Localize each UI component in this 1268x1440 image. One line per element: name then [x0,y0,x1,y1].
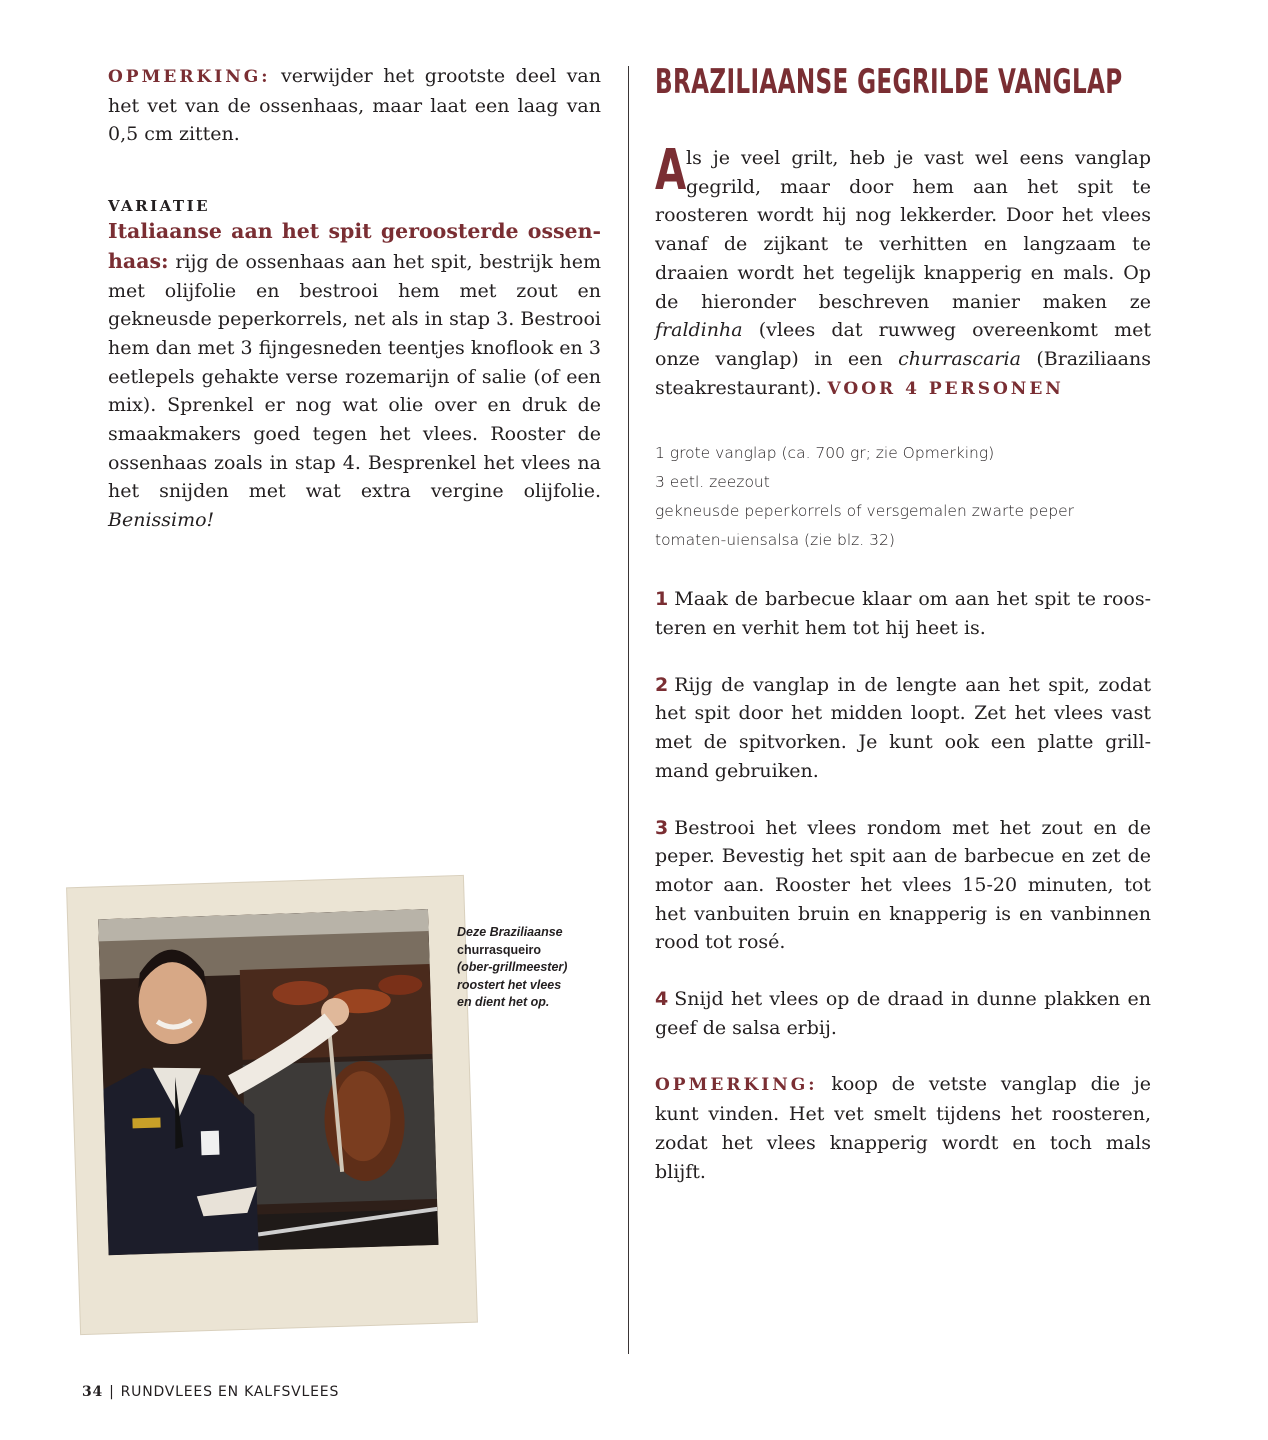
caption-line-2: churrasqueiro [457,942,542,957]
intro-italic-2: churrascaria [898,347,1021,370]
note-text: verwijder het grootste deel van het vet van de ossenhaas, maar laat een laag van 0,5 cm zitten. [108,65,601,146]
photo-caption [457,924,597,1012]
caption-line-1: Deze Braziliaanse [457,925,563,939]
step-text: Snijd het vlees op de draad in dunne plakken en geef de salsa erbij. [655,988,1151,1039]
photo-frame [67,876,477,1334]
recipe-title: BRAZILIAANSE GEGRILDE VANGLAP [655,62,1123,102]
step-text: Rijg de vanglap in de lengte aan het spit, zodat het spit door het midden loopt. Zet het vlees vast met de spitvorken. Je kunt ook een platte grillmand gebruiken. [655,673,1151,782]
step-text: Bestrooi het vlees rondom met het zout en de peper. Bevestig het spit aan de barbecue en zet de motor aan. Rooster het vlees 15-20 minuten, tot het vanbuiten bruin en knapperig is en vanbinnen rood tot rosé. [655,816,1151,954]
variation-title: Italiaanse aan het spit geroosterde ossenhaas: [108,219,601,273]
recipe-intro [655,138,1151,403]
chef-photo [98,909,438,1255]
caption-line-3: (ober-grillmeester) [457,960,568,974]
note-text: koop de vetste vanglap die je kunt vinden. Het vet smelt tijdens het roosteren, zodat het vlees knapperig wordt en toch mals blijft. [655,1073,1151,1183]
intro-text-2: (vlees dat ruwweg overeenkomt met onze vanglap) in een [655,319,1151,370]
serves-label: VOOR 4 PERSONEN [827,378,1064,399]
step-number: 1 [655,588,669,611]
ingredient-list [655,439,1151,555]
ingredient-item: 3 eetl. zeezout [655,473,770,492]
dropcap: A [655,138,687,203]
chef-photo-illustration [98,909,438,1255]
right-column [655,62,1151,1186]
vanglap-note [655,1070,1151,1186]
variation-text: rijg de ossenhaas aan het spit, bestrijk hem met olijfolie en bestrooi hem met zout en gekneusde peperkorrels, net als in stap 3. Bestrooi hem dan met 3 fijngesneden teentjes knoflook en 3 eetlepels gehakte verse rozemarijn of salie (of een mix). Sprenkel er nog wat olie over en druk de smaakmakers goed tegen het vlees. Rooster de ossenhaas zoals in stap 4. Besprenkel het vlees na het snijden met wat extra vergine olijfolie. [108,250,601,503]
step-4 [655,985,1151,1042]
ingredient-item: 1 grote vanglap (ca. 700 gr; zie Opmerking) [655,444,995,463]
step-number: 4 [655,988,669,1011]
column-divider [628,66,629,1354]
step-text: Maak de barbecue klaar om aan het spit te roosteren en verhit hem tot hij heet is. [655,588,1151,640]
step-number: 3 [655,816,669,839]
step-3 [655,814,1151,958]
step-2 [655,671,1151,786]
step-1 [655,585,1151,642]
caption-line-5: en dient het op. [457,995,550,1009]
left-column [108,62,601,535]
intro-italic-1: fraldinha [655,319,743,342]
ingredient-item: gekneusde peperkorrels of versgemalen zwarte peper [655,502,1075,521]
variatie-label: VARIATIE [108,197,211,216]
ossenhaas-note [108,62,601,149]
ingredient-item: tomaten-uiensalsa (zie blz. 32) [655,531,895,550]
note-label: OPMERKING: [108,67,271,87]
caption-line-4: roostert het vlees [457,977,562,992]
variation-end: Benissimo! [108,509,215,532]
note-label: OPMERKING: [655,1075,818,1096]
footer-separator: | [109,1384,115,1400]
step-number: 2 [655,673,669,696]
section-name: RUNDVLEES EN KALFSVLEES [120,1384,340,1400]
variation-paragraph [108,217,601,535]
intro-text-1: ls je veel grilt, heb je vast wel eens vanglap gegrild, maar door hem aan het spit te roosteren wordt hij nog lekkerder. Door het vlees vanaf de zijkant te verhitten en langzaam te draaien wordt het tegelijk knapperig en mals. Op de hieronder beschreven manier maken ze [655,147,1151,313]
intro-text-3: (Braziliaans steakrestaurant). [655,347,1151,399]
page-footer [82,1384,339,1400]
page-number: 34 [82,1384,104,1400]
